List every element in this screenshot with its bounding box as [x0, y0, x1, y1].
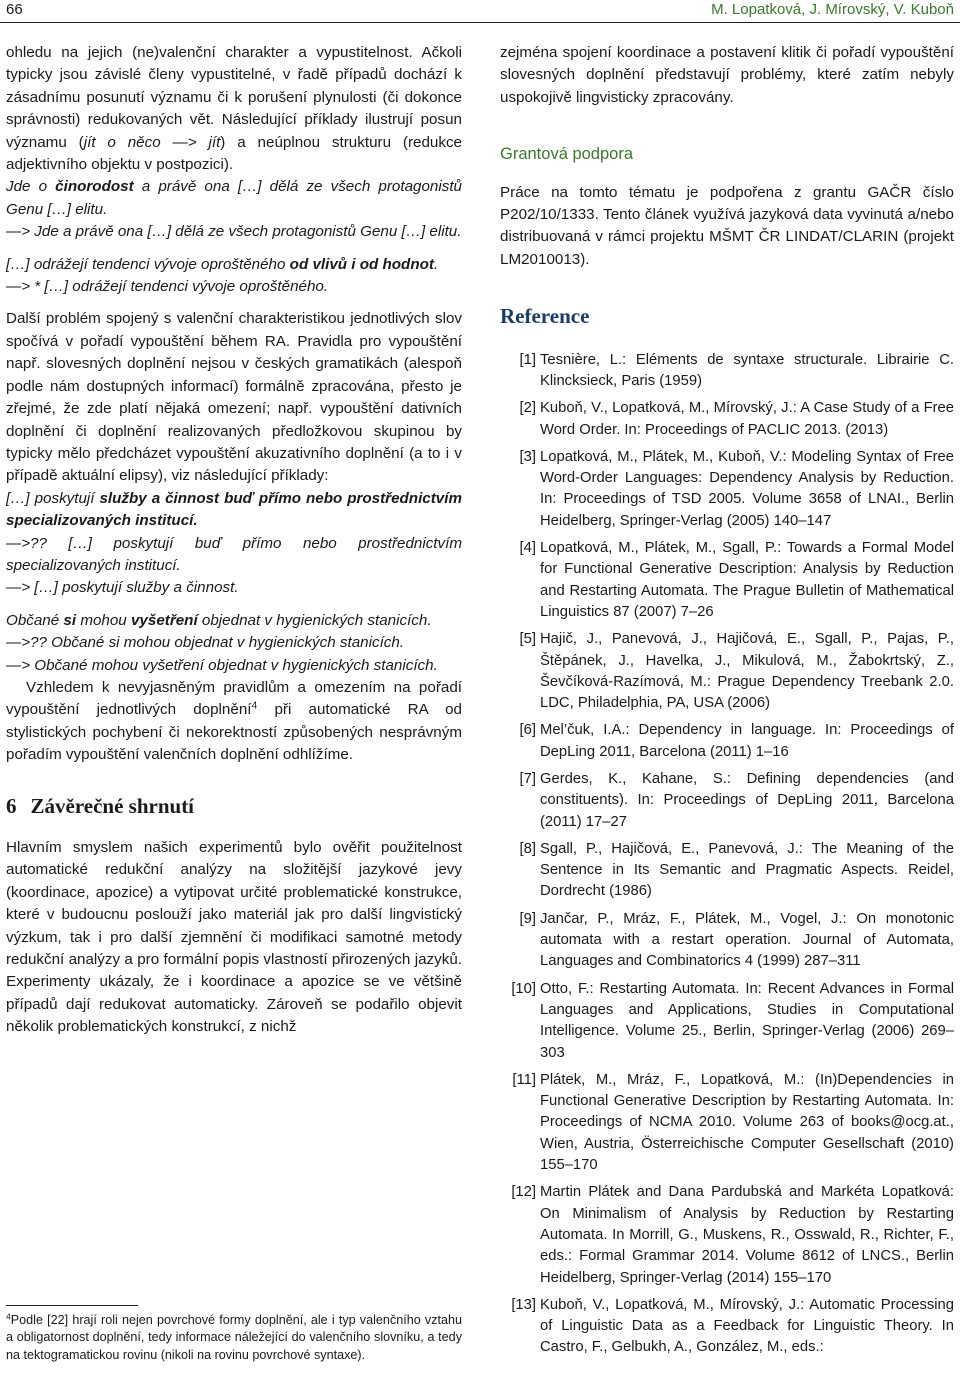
reference-item [500, 909, 954, 973]
section-title: Závěrečné shrnutí [30, 793, 195, 818]
example-4-original: Občané si mohou vyšetření objednat v hygienických stanicích. [6, 611, 432, 629]
paragraph-order: Další problém spojený s valenční charakteristikou jednotlivých slov spočívá v pořadí vypouštění během RA. Pravidla pro vypouštění např. slovesných doplnění nejsou v českých gramatikách (alespoň podle nám dostupných informací) formálně zpracována, přesto je zřejmé, že zde platí nějaká omezení; např. vypouštění dativních doplnění či doplnění realizovaných předložkovou skupinou by typicky mělo předcházet vypouštění akuzativního doplnění (a to i v případě aktuální elipsy), viz následující příklady: [6, 310, 462, 485]
right-column [500, 42, 954, 1365]
reference-number: [8] [519, 840, 536, 857]
paragraph-conclusion-end: zejména spojení koordinace a postavení klitik či pořadí vypouštění slovesných doplnění představují problémy, které zatím nebyly uspokojivě lingvisticky zpracovány. [500, 44, 954, 106]
footnote [6, 1312, 462, 1364]
example-1-original: Jde o činorodost a právě ona […] dělá ze všech protagonistů Genu […] elitu. [6, 178, 462, 218]
reference-item [500, 350, 954, 393]
reference-text: Plátek, M., Mráz, F., Lopatková, M.: (In)Dependencies in Functional Generative Description by Restarting Automata. In: Proceedings of NCMA 2010. Volume 263 of books@ocg.at., Wien, Austria, Österreichische Computer Gesellschaft (2010) 155–170 [540, 1071, 954, 1174]
reference-text: Martin Plátek and Dana Pardubská and Markéta Lopatková: On Minimalism of Analysis by Reduction by Restarting Automata. In Morrill, G., Muskens, R., Osswald, R., Richter, F., eds.: Formal Grammar 2014. Volume 8612 of LNCS., Berlin Heidelberg, Springer-Verlag (2014) 155–170 [540, 1184, 954, 1286]
reference-number: [13] [511, 1296, 536, 1313]
page-header [0, 0, 960, 22]
reference-number: [4] [519, 540, 536, 557]
example-3-original: […] poskytují služby a činnost buď přímo nebo prostřednictvím specializovaných institucí. [6, 489, 462, 530]
reference-text: Otto, F.: Restarting Automata. In: Recent Advances in Formal Languages and Applications, Studies in Computational Intelligence. Volume 25., Berlin, Springer-Verlag (2006) 269–303 [540, 980, 954, 1061]
grant-heading: Grantová podpora [500, 145, 634, 164]
reference-item [500, 1070, 954, 1176]
example-4-reduced-b: —> Občané mohou vyšetření objednat v hygienických stanicích. [6, 656, 438, 674]
footnote-number: 4 [6, 1311, 11, 1322]
example-1-reduced: —> Jde a právě ona […] dělá ze všech protagonistů Genu […] elitu. [6, 223, 462, 241]
reference-text: Kuboň, V., Lopatková, M., Mírovský, J.: A Case Study of a Free Word Order. In: Proceedings of PACLIC 2013. (2013) [540, 400, 954, 438]
reference-item [500, 769, 954, 833]
reference-text: Mel’čuk, I.A.: Dependency in language. In: Proceedings of DepLing 2011, Barcelona (2011) 1–16 [540, 722, 954, 760]
paragraph-rules: Vzhledem k nevyjasněným pravidlům a omezením na pořadí vypouštění jednotlivých doplnění$^4$ při automatické RA od stylistických pochybení či nekorektností způsobených nesprávným pořadím vypouštění valenčních doplnění odhlížíme. [6, 678, 462, 764]
reference-text: Sgall, P., Hajičová, E., Panevová, J.: The Meaning of the Sentence in Its Semantic and Pragmatic Aspects. Reidel, Dordrecht (1986) [540, 840, 954, 900]
running-head-authors: M. Lopatková, J. Mírovský, V. Kuboň [711, 1, 954, 18]
section-number: 6 [6, 793, 17, 818]
footnote-marker: 4 [251, 700, 258, 712]
footnote-rule [6, 1305, 138, 1306]
reference-item [500, 398, 954, 441]
reference-item [500, 629, 954, 714]
paragraph-summary: Hlavním smyslem našich experimentů bylo ověřit použitelnost automatické redukční analýzy na složitější jazykové jevy (koordinace, apozice) a vytipovat určité problematické konstrukce, které v budoucnu poslouží jako materiál jak pro další lingvistický výzkum, tak i pro další zjemnění či modifikaci samotné metody redukční analýzy a pro formální popis vlastností přirozených jazyků. Experimenty ukázaly, že i koordinace a apozice se ve většině případů dají redukovat automaticky. Zároveň se podařilo objevit několik problematických konstrukcí, z nichž [6, 839, 462, 1036]
reference-list [500, 350, 954, 1359]
reference-number: [10] [511, 980, 536, 997]
reference-text: Gerdes, K., Kahane, S.: Defining dependencies (and constituents). In: Proceedings of DepLing 2011, Barcelona (2011) 17–27 [540, 771, 954, 830]
reference-number: [3] [519, 448, 536, 465]
left-column [6, 42, 462, 1039]
reference-text: Lopatková, M., Plátek, M., Kuboň, V.: Modeling Syntax of Free Word-Order Languages: Dependency Analysis by Reduction. In: Proceedings of TSD 2005. Volume 3658 of LNAI., Berlin Heidelberg, Springer-Verlag (2005) 140–147 [540, 448, 954, 529]
header-rule [0, 22, 960, 23]
reference-text: Hajič, J., Panevová, J., Hajičová, E., Sgall, P., Pajas, P., Štěpánek, J., Havelka, J., Mikulová, M., Žabokrtský, Z., Ševčíková-Razímová, M.: Prague Dependency Treebank 2.0. LDC, Philadelphia, PA, USA (2006) [540, 631, 954, 712]
reference-number: [9] [519, 910, 536, 927]
reference-number: [5] [519, 631, 536, 648]
grant-text: Práce na tomto tématu je podpořena z grantu GAČR číslo P202/10/1333. Tento článek využívá jazyková data vyvinutá a/nebo distribuovaná v rámci projektu MŠMT ČR LINDAT/CLARIN (projekt LM2010013). [500, 183, 954, 268]
page-number: 66 [6, 1, 23, 18]
reference-number: [11] [512, 1071, 536, 1088]
reference-item [500, 720, 954, 763]
reference-item [500, 538, 954, 623]
example-4-reduced-a: —>?? Občané si mohou objednat v hygienických stanicích. [6, 634, 405, 652]
reference-item [500, 839, 954, 903]
reference-item [500, 1182, 954, 1288]
reference-number: [1] [519, 351, 536, 368]
example-3-reduced-a: —>?? […] poskytují buď přímo nebo prostřednictvím specializovaných institucí. [6, 534, 462, 574]
reference-text: Jančar, P., Mráz, F., Plátek, M., Vogel, J.: On monotonic automata with a restart operation. Journal of Automata, Languages and Combinatorics 4 (1999) 287–311 [540, 910, 954, 970]
reference-item [500, 447, 954, 532]
reference-number: [12] [511, 1184, 536, 1201]
reference-text: Lopatková, M., Plátek, M., Sgall, P.: Towards a Formal Model for Functional Generative Description: Analysis by Reduction and Restarting Automata. The Prague Bulletin of Mathematical Linguistics 87 (2007) 7–26 [540, 540, 954, 620]
reference-text: Kuboň, V., Lopatková, M., Mírovský, J.: Automatic Processing of Linguistic Data as a Feedback for Linguistic Theory. In Castro, F., Gelbukh, A., González, M., eds.: [540, 1296, 954, 1356]
example-2-original: […] odrážejí tendenci vývoje oproštěného od vlivů i od hodnot. [6, 255, 439, 273]
example-3-reduced-b: —> […] poskytují služby a činnost. [6, 579, 239, 597]
section-heading [6, 795, 462, 817]
reference-item [500, 1295, 954, 1359]
reference-item [500, 979, 954, 1064]
reference-number: [7] [519, 771, 536, 787]
reference-number: [2] [519, 400, 536, 417]
references-heading: Reference [500, 304, 590, 329]
reference-number: [6] [519, 722, 536, 739]
paragraph-intro: ohledu na jejich (ne)valenční charakter a vypustitelnost. Ačkoli typicky jsou závislé členy vypustitelné, v řadě případů dochází k zásadnímu posunutí významu či k porušení plynulosti (či dokonce správnosti) redukovaných vět. Následující příklady ilustrují posun významu (jít o něco —> jít) a neúplnou strukturu (redukce adjektivního objektu v postpozici). [6, 44, 462, 174]
footnote-text: Podle [22] hrají roli nejen povrchové formy doplnění, ale i typ valenčního vztahu a obligatornost doplnění, tedy informace náležející do valenčního slovníku, a tedy na tektogramatickou rovinu (nikoli na rovinu povrchové syntaxe). [6, 1313, 462, 1362]
example-2-reduced: —> * […] odrážejí tendenci vývoje oproštěného. [6, 278, 329, 296]
reference-text: Tesnière, L.: Eléments de syntaxe structurale. Librairie C. Klincksieck, Paris (1959) [540, 351, 954, 389]
